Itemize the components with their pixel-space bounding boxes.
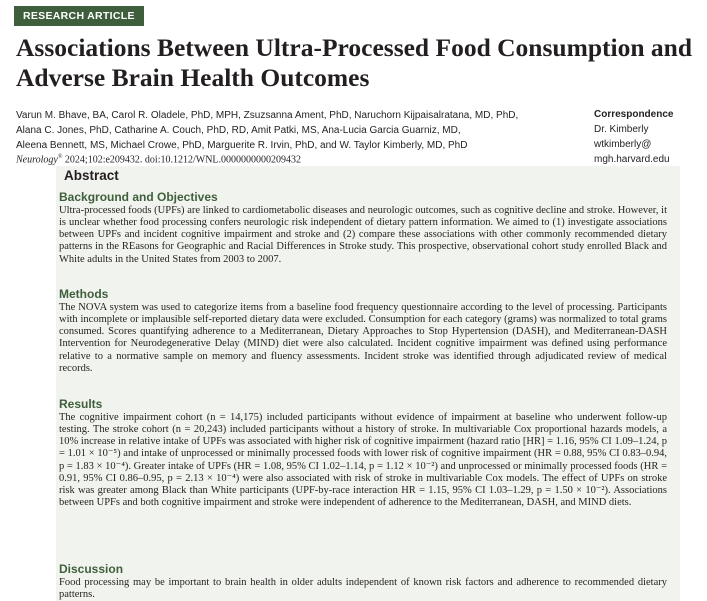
journal-name: Neurology xyxy=(16,154,58,166)
section-heading-results: Results xyxy=(59,397,103,411)
abstract-box xyxy=(56,166,680,601)
correspondence-name: Dr. Kimberly xyxy=(594,124,649,135)
section-body-methods: The NOVA system was used to categorize items from a baseline food frequency questionnaire according to the level of processing. Participants with incomplete or implausible self-reported dietary data were excluded. Consumption for each category (grams) was normalized to total grams consumed. Scores quantifying adherence to a Mediterranean, Dietary Approaches to Stop Hypertension (DASH), and Mediterranean-DASH Intervention for Neurodegenerative Delay (MIND) diet were also calculated. Incident cognitive impairment was defined using performance relative to a normative sample on memory and fluency assessments. Incident stroke was identified through adjudicated review of medical records. xyxy=(59,302,667,374)
section-heading-methods: Methods xyxy=(59,287,109,301)
correspondence-heading: Correspondence xyxy=(594,109,674,120)
article-title: Associations Between Ultra-Processed Food Consumption and Adverse Brain Health Outcomes xyxy=(16,33,692,92)
author-list xyxy=(16,108,582,153)
correspondence-email-domain[interactable]: mgh.harvard.edu xyxy=(594,154,670,165)
article-type-badge: RESEARCH ARTICLE xyxy=(14,6,144,26)
correspondence-block xyxy=(594,107,702,167)
citation-line xyxy=(16,154,301,165)
section-heading-background: Background and Objectives xyxy=(59,190,218,204)
registered-mark: ® xyxy=(57,154,63,160)
section-body-results: The cognitive impairment cohort (n = 14,175) included participants without evidence of impairment at baseline who underwent follow-up testing. The stroke cohort (n = 20,243) included participants without a history of stroke. In multivariable Cox proportional hazards models, a 10% increase in relative intake of UPFs was associated with higher risk of cognitive impairment (hazard ratio [HR] = 1.16, 95% CI 1.09–1.24, p = 1.01 × 10⁻⁵) and intake of unprocessed or minimally processed foods with lower risk of cognitive impairment (HR = 0.88, 95% CI 0.83–0.94, p = 1.83 × 10⁻⁴). Greater intake of UPFs (HR = 1.08, 95% CI 1.02–1.14, p = 1.12 × 10⁻²) and unprocessed or minimally processed foods (HR = 0.91, 95% CI 0.86–0.95, p = 2.13 × 10⁻⁴) were also associated with risk of stroke in multivariable Cox models. The effect of UPFs on stroke risk was greater among Black than White participants (UPF-by-race interaction HR = 1.15, 95% CI 1.03–1.29, p = 1.50 × 10⁻²). Associations between UPFs and both cognitive impairment and stroke were independent of adherence to the Mediterranean, DASH, and MIND diets. xyxy=(59,412,667,509)
abstract-heading: Abstract xyxy=(64,168,119,183)
section-body-background: Ultra-processed foods (UPFs) are linked to cardiometabolic diseases and neurologic outcomes, such as cognitive decline and stroke. However, it is unclear whether food processing confers neurologic risk independent of dietary pattern information. We aimed to (1) investigate associations between UPFs and incident cognitive impairment and stroke and (2) compare these associations with other commonly recommended dietary patterns in the REasons for Geographic and Racial Differences in Stroke study. This prospective, observational cohort study enrolled Black and White adults in the United States from 2003 to 2007. xyxy=(59,205,667,265)
author-line: Varun M. Bhave, BA, Carol R. Oladele, PhD, MPH, Zsuzsanna Ament, PhD, Naruchorn Kijpaisalratana, MD, PhD, xyxy=(16,110,519,121)
section-body-discussion: Food processing may be important to brain health in older adults independent of known risk factors and adherence to recommended dietary patterns. xyxy=(59,577,667,601)
author-line: Alana C. Jones, PhD, Catharine A. Couch, PhD, RD, Amit Patki, MS, Ana-Lucia Garcia Guarniz, MD, xyxy=(16,125,461,136)
section-heading-discussion: Discussion xyxy=(59,562,124,576)
author-line: Aleena Bennett, MS, Michael Crowe, PhD, Marguerite R. Irvin, PhD, and W. Taylor Kimberly, MD, PhD xyxy=(16,140,468,151)
citation-details[interactable]: 2024;102:e209432. doi:10.1212/WNL.0000000000209432 xyxy=(64,154,302,166)
correspondence-email[interactable]: wtkimberly@ xyxy=(594,139,652,150)
